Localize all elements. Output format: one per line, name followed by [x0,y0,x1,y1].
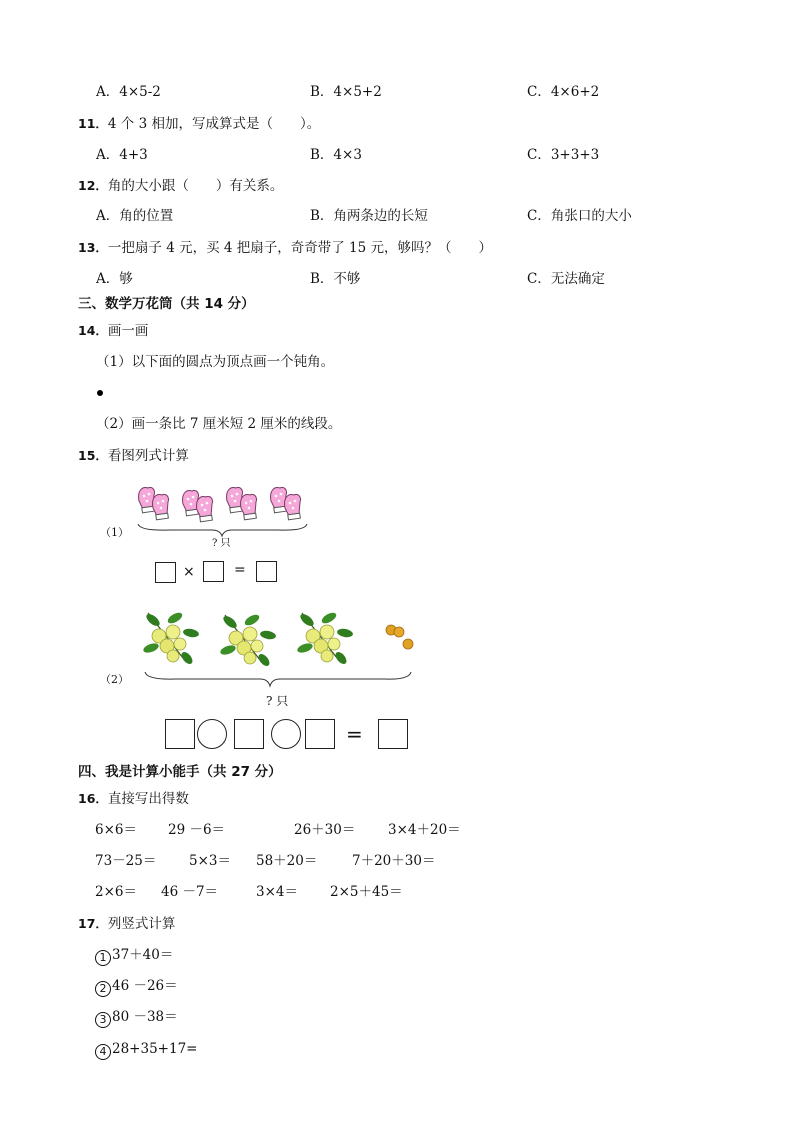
answer-box-6[interactable] [305,719,335,749]
answer-box-1[interactable] [155,562,176,583]
operator-circle-2[interactable] [271,719,301,749]
q13-option-c: C．无法确定 [527,271,605,287]
q17-stem [78,916,175,932]
q15-part2-question: ? 只 [266,694,289,708]
q14-stem [78,323,148,339]
operator-circle-1[interactable] [197,719,227,749]
mitten-pair-3-icon [227,487,257,519]
q17-number: 17． [78,916,108,931]
brace-2 [145,672,411,686]
q15-number: 15． [78,448,108,463]
vertex-dot [97,390,103,396]
q12-text: 角的大小跟（ ）有关系。 [107,178,284,194]
answer-box-4[interactable] [165,719,195,749]
q15-text: 看图列式计算 [107,448,189,464]
section-3-heading: 三、数学万花筒（共 14 分） [78,296,255,312]
q14-part2: （2）画一条比 7 厘米短 2 厘米的线段。 [96,416,342,432]
vertical-calc-2-expr: 46 －26＝ [112,978,178,994]
q11-option-a: A．4+3 [96,147,148,163]
orange-pair-icon [386,625,413,649]
times-sign: × [183,564,195,580]
calc-r1-c4: 3×4＋20＝ [388,822,461,838]
mittens-picture [130,480,315,542]
circled-number-1: 1 [95,950,111,966]
answer-box-3[interactable] [256,561,277,582]
calc-r2-c4: 7＋20＋30＝ [352,853,436,869]
q11-stem [78,116,320,132]
q12-option-c: C．角张口的大小 [527,208,632,224]
brace-1 [138,524,307,536]
calc-r3-c2: 46 －7＝ [161,884,219,900]
answer-box-7[interactable] [378,719,408,749]
q11-number: 11． [78,116,108,131]
equals-sign-2: = [346,722,363,746]
q16-text: 直接写出得数 [107,791,189,807]
q12-number: 12． [78,178,108,193]
q10-option-c: C．4×6+2 [527,84,600,100]
vertical-calc-1-expr: 37＋40＝ [112,947,174,963]
calc-r1-c1: 6×6＝ [95,822,137,838]
mitten-pair-4-icon [271,487,301,519]
circled-number-2: 2 [95,981,111,997]
circled-number-3: 3 [95,1012,111,1028]
q13-text: 一把扇子 4 元，买 4 把扇子，奇奇带了 15 元，够吗？（ ） [107,240,493,256]
vertical-calc-4-expr: 28+35+17= [112,1041,198,1057]
calc-r1-c2: 29 －6＝ [168,822,226,838]
q12-option-b: B．角两条边的长短 [310,208,428,224]
vertical-calc-3 [95,1009,178,1028]
answer-box-2[interactable] [203,561,224,582]
q11-text: 4 个 3 相加，写成算式是（ ）。 [107,116,321,132]
q14-part1: （1）以下面的圆点为顶点画一个钝角。 [96,354,335,370]
mitten-pair-1-icon [139,487,169,519]
q11-option-c: C．3+3+3 [527,147,600,163]
calc-r3-c4: 2×5＋45＝ [330,884,403,900]
q16-number: 16． [78,791,108,806]
q11-option-b: B．4×3 [310,147,362,163]
q13-option-a: A．够 [96,271,133,287]
q10-option-a: A．4×5-2 [96,84,161,100]
mitten-pair-2-icon [183,490,213,521]
q15-part1-question: ? 只 [212,538,231,549]
q15-part1-label: （1） [100,526,129,539]
q12-stem [78,178,283,194]
calc-r2-c3: 58＋20＝ [256,853,318,869]
q12-option-a: A．角的位置 [96,208,174,224]
q14-number: 14． [78,323,108,338]
vertical-calc-2 [95,978,178,997]
q16-stem [78,791,189,807]
q13-number: 13． [78,240,108,255]
vertical-calc-1 [95,947,173,966]
calc-r2-c2: 5×3＝ [189,853,231,869]
q14-text: 画一画 [107,323,149,339]
q13-option-b: B．不够 [310,271,361,287]
q15-part2-label: （2） [100,673,129,686]
q15-stem [78,448,189,464]
circled-number-4: 4 [95,1044,111,1060]
q10-option-b: B．4×5+2 [310,84,382,100]
equals-sign: = [234,562,246,578]
section-4-heading: 四、我是计算小能手（共 27 分） [78,764,282,780]
calc-r3-c1: 2×6＝ [95,884,137,900]
pear-bunch-3-icon [296,611,353,666]
fruit-picture [135,604,425,694]
q17-text: 列竖式计算 [107,916,176,932]
answer-box-5[interactable] [234,719,264,749]
pear-bunch-1-icon [142,611,199,666]
pear-bunch-2-icon [219,613,276,668]
vertical-calc-4 [95,1041,197,1060]
q13-stem [78,240,492,256]
calc-r1-c3: 26＋30＝ [294,822,356,838]
vertical-calc-3-expr: 80 －38＝ [112,1009,178,1025]
calc-r2-c1: 73－25＝ [95,853,157,869]
calc-r3-c3: 3×4＝ [256,884,298,900]
